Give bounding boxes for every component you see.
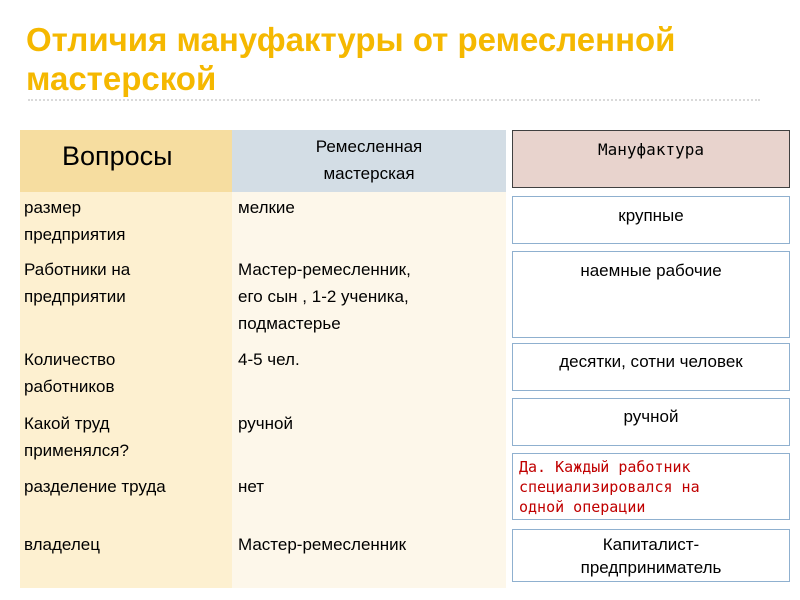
question-owner <box>24 531 100 558</box>
manufactory-owner-line-2: предприниматель <box>580 558 722 577</box>
questions-header <box>20 130 232 192</box>
craft-workers <box>238 256 411 337</box>
question-owner-line-1: владелец <box>24 535 100 554</box>
slide-title-line-2: мастерской <box>26 60 217 97</box>
craft-owner-line-1: Мастер-ремесленник <box>238 535 407 554</box>
craft-workers-line-2: его сын , 1-2 ученика, <box>238 287 409 306</box>
craft-size <box>238 194 295 221</box>
craft-size-line-1: мелкие <box>238 198 295 217</box>
manufactory-size-line-1: крупные <box>618 206 684 225</box>
manufactory-count <box>512 343 790 391</box>
craft-division-line-1: нет <box>238 477 265 496</box>
question-labor-line-1: Какой труд <box>24 414 110 433</box>
craft-labor-line-1: ручной <box>238 414 293 433</box>
questions-header-label: Вопросы <box>62 141 173 171</box>
title-divider <box>28 99 760 101</box>
manufactory-header <box>512 130 790 188</box>
manufactory-size <box>512 196 790 244</box>
manufactory-workers <box>512 251 790 338</box>
question-size <box>24 194 126 248</box>
manufactory-division-line-3: одной операции <box>519 498 646 516</box>
craft-labor <box>238 410 293 437</box>
manufactory-count-line-1: десятки, сотни человек <box>559 352 743 371</box>
craft-count-line-1: 4-5 чел. <box>238 350 300 369</box>
manufactory-owner <box>512 529 790 582</box>
craft-header-line-2: мастерская <box>323 164 415 183</box>
slide-title-line-1: Отличия мануфактуры от ремесленной <box>26 21 676 58</box>
craft-header <box>232 130 506 192</box>
question-division <box>24 473 166 500</box>
manufactory-header-label: Мануфактура <box>598 140 704 159</box>
manufactory-labor-line-1: ручной <box>623 407 679 426</box>
craft-owner <box>238 531 406 558</box>
craft-division <box>238 473 264 500</box>
craft-workers-line-1: Мастер-ремесленник, <box>238 260 411 279</box>
manufactory-owner-line-1: Капиталист- <box>602 535 700 554</box>
manufactory-division <box>512 453 790 520</box>
question-workers-line-2: предприятии <box>24 287 126 306</box>
question-labor-line-2: применялся? <box>24 441 129 460</box>
craft-header-line-1: Ремесленная <box>315 137 423 156</box>
slide-title <box>26 20 786 98</box>
manufactory-labor <box>512 398 790 446</box>
question-count-line-1: Количество <box>24 350 116 369</box>
manufactory-workers-line-1: наемные рабочие <box>580 261 722 280</box>
manufactory-division-line-2: специализировался на <box>519 478 700 496</box>
craft-workers-line-3: подмастерье <box>238 314 341 333</box>
question-size-line-2: предприятия <box>24 225 126 244</box>
manufactory-division-line-1: Да. Каждый работник <box>519 458 691 476</box>
craft-count <box>238 346 300 373</box>
question-count-line-2: работников <box>24 377 115 396</box>
question-count <box>24 346 115 400</box>
question-workers-line-1: Работники на <box>24 260 131 279</box>
question-size-line-1: размер <box>24 198 82 217</box>
question-division-line-1: разделение труда <box>24 477 166 496</box>
question-workers <box>24 256 130 310</box>
question-labor <box>24 410 129 464</box>
craft-header-label <box>232 133 506 187</box>
